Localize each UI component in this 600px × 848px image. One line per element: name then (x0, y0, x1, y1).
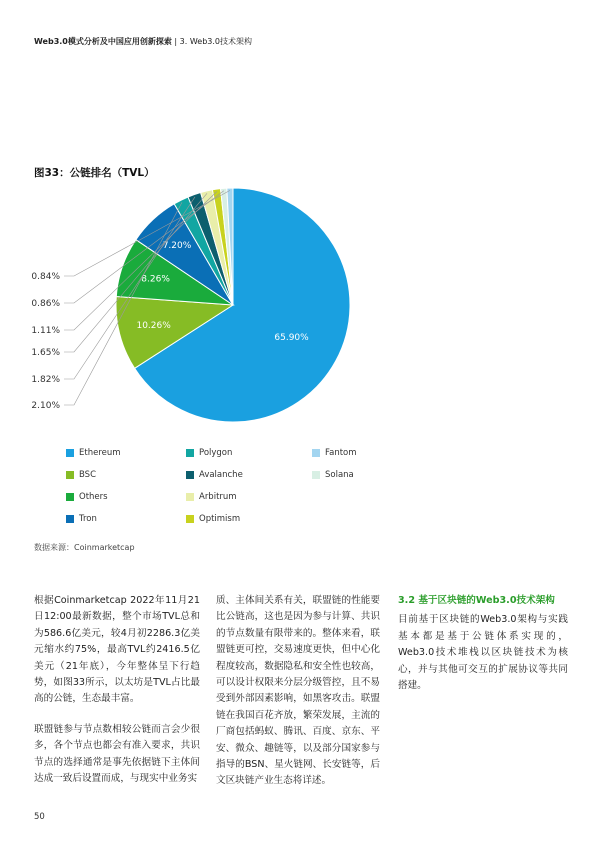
header-section: 3. Web3.0技术架构 (179, 37, 253, 46)
legend-item-arbitrum (186, 492, 237, 502)
legend-item-optimism (186, 514, 240, 524)
legend-item-fantom (312, 448, 357, 458)
legend-swatch (312, 471, 320, 479)
legend-item-polygon (186, 448, 232, 458)
legend-swatch (186, 471, 194, 479)
legend-swatch (186, 449, 194, 457)
body-column-3 (398, 593, 568, 708)
legend-item-others (66, 492, 108, 502)
pie-chart (0, 185, 600, 425)
legend-item-tron (66, 514, 97, 524)
figure-source: 数据来源：Coinmarketcap (34, 543, 135, 552)
legend-label: Optimism (199, 514, 241, 524)
legend-swatch (186, 515, 194, 523)
slice-label-others: 8.26% (141, 274, 170, 285)
legend-label: Others (79, 492, 108, 502)
section-heading: 3.2 基于区块链的Web3.0技术架构 (398, 595, 555, 606)
legend-item-bsc (66, 470, 96, 480)
paragraph: 根据Coinmarketcap 2022年11月21日12:00最新数据，整个市场TVL总和为586.6亿美元，较4月初2286.3亿美元缩水约75%，最高TVL约2416.5亿美元（21年底），今年整体呈下行趋势，如图33所示，以太坊是TVL占比最高的公链，生态最丰富。 (34, 595, 200, 705)
legend-swatch (66, 449, 74, 457)
running-header (34, 36, 252, 47)
legend-label: Avalanche (199, 470, 243, 480)
page-number: 50 (34, 812, 45, 822)
paragraph: 质、主体间关系有关，联盟链的性能要比公链高，这也是因为参与计算、共识的节点数量有限带来的。整体来看，联盟链更可控，交易速度更快，但中心化程度较高，数据隐私和安全性也较高，可以设计权限来分层分级管控，且不易受到外部因素影响，如黑客攻击。联盟链在我国百花齐放，繁荣发展，主流的厂商包括蚂蚁、腾讯、百度、京东、平安、微众、趣链等，以及部分国家参与指导的BSN、星火链网、长安链等，后文区块链产业生态将详述。 (216, 595, 380, 787)
legend-label: Solana (325, 470, 354, 480)
legend-swatch (66, 493, 74, 501)
legend-swatch (186, 493, 194, 501)
header-separator: | (174, 37, 178, 46)
slice-label-ethereum: 65.90% (274, 332, 309, 343)
slice-label-bsc: 10.26% (136, 321, 171, 332)
body-column-1 (34, 593, 200, 801)
legend-label: BSC (79, 470, 97, 480)
slice-label-polygon: 2.10% (31, 401, 60, 411)
legend-label: Tron (79, 514, 97, 524)
legend-label: Fantom (325, 448, 357, 458)
legend-swatch (66, 471, 74, 479)
figure-title: 图33：公链排名（TVL） (34, 167, 155, 179)
body-column-2 (216, 593, 380, 804)
slice-label-optimism: 1.11% (31, 326, 60, 336)
paragraph: 目前基于区块链的Web3.0架构与实践基本都是基于公链体系实现的，Web3.0技术堆栈以区块链技术为核心，并与其他可交互的扩展协议等共同搭建。 (398, 614, 568, 692)
legend-label: Polygon (199, 448, 233, 458)
legend-item-solana (312, 470, 354, 480)
slice-label-arbitrum: 1.65% (31, 348, 60, 358)
legend-label: Ethereum (79, 448, 121, 458)
slice-label-avalanche: 1.82% (31, 375, 60, 385)
slice-label-solana: 0.86% (31, 299, 60, 309)
legend-swatch (312, 449, 320, 457)
legend-swatch (66, 515, 74, 523)
legend-item-avalanche (186, 470, 243, 480)
slice-label-tron: 7.20% (162, 241, 192, 252)
paragraph: 联盟链参与节点数相较公链而言会少很多，各个节点也都会有准入要求，共识节点的选择通常是事先依据链下主体间达成一致后设置而成，与现实中业务实 (34, 723, 200, 785)
report-title: Web3.0模式分析及中国应用创新探索 (34, 37, 172, 46)
slice-label-fantom: 0.84% (31, 272, 60, 282)
chart-legend (66, 448, 506, 538)
legend-item-ethereum (66, 448, 121, 458)
legend-label: Arbitrum (199, 492, 237, 502)
